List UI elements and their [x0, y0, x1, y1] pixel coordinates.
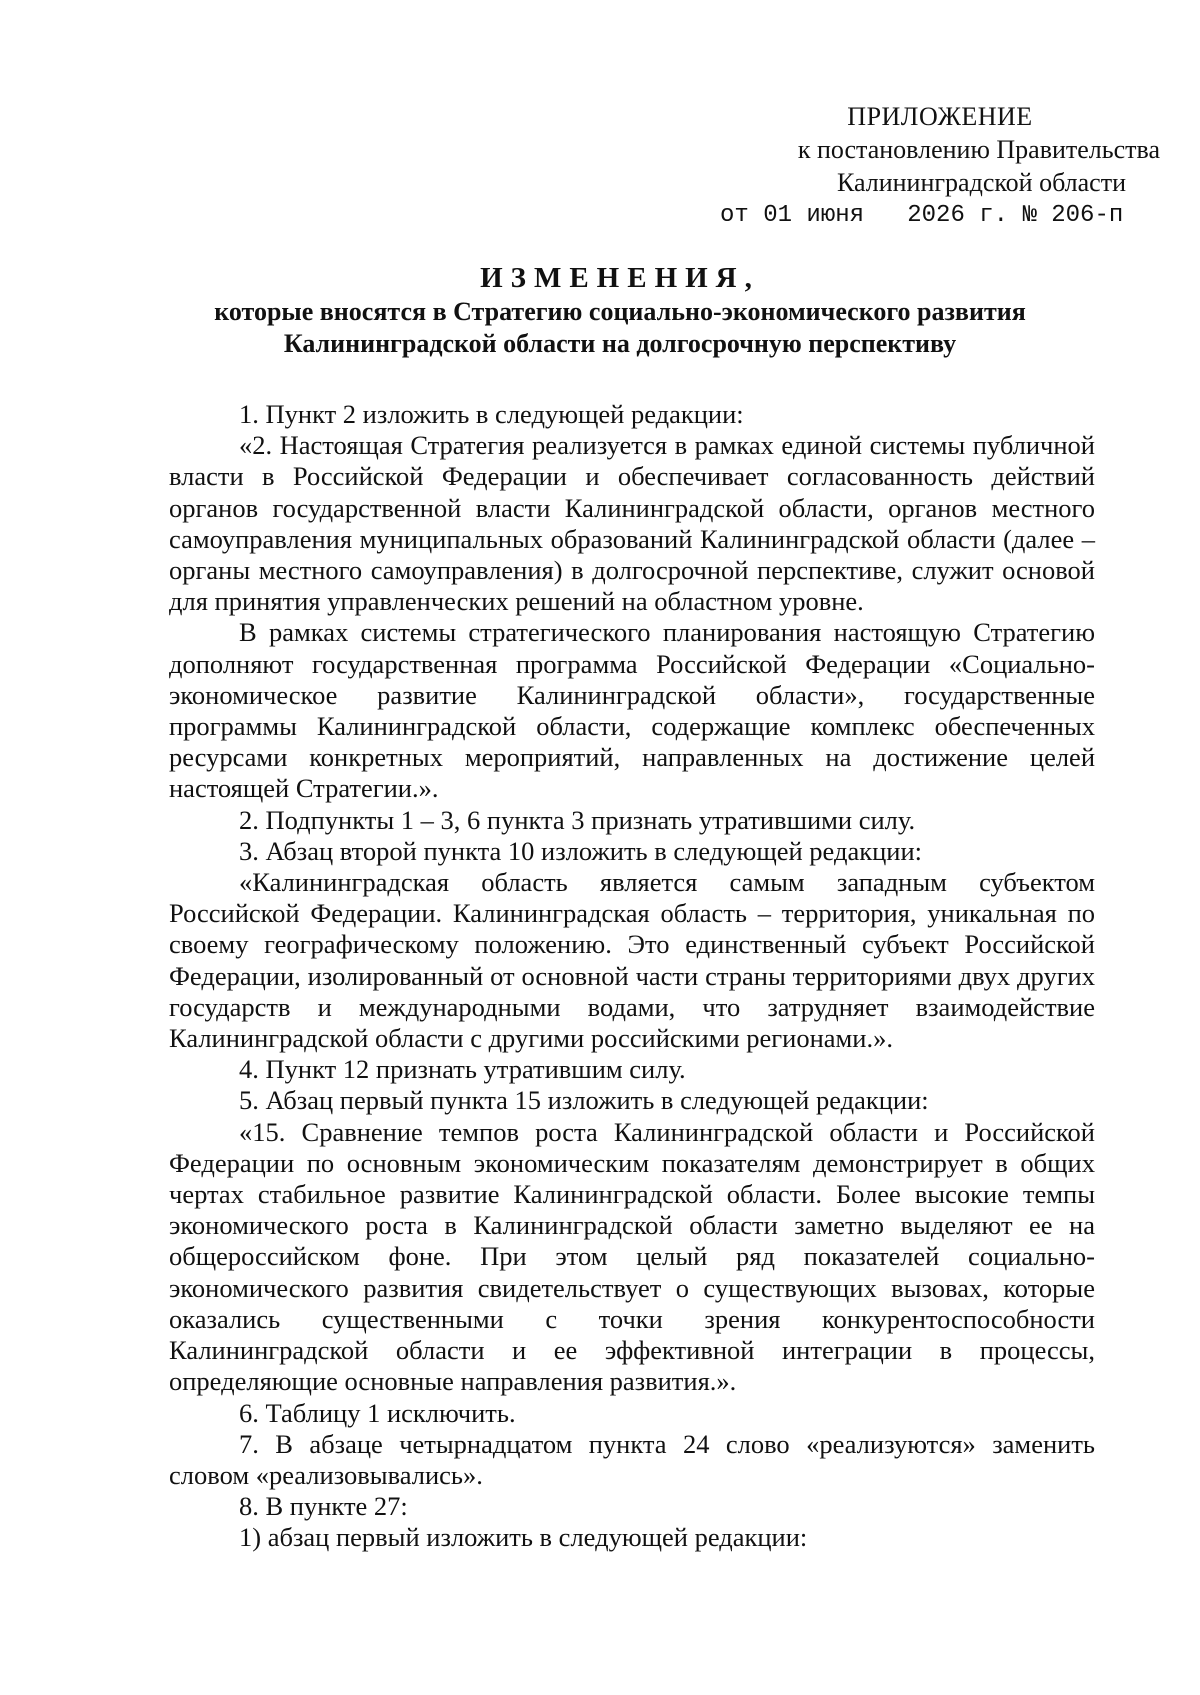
- document-heading: [150, 262, 1090, 360]
- appendix-region-line: Калининградской области: [836, 168, 1126, 197]
- heading-subtitle-line-2: Калининградской области на долгосрочную перспективу: [283, 329, 957, 358]
- paragraph-quote-15: «15. Сравнение темпов роста Калининградской области и Российской Федерации по основным экономическим показателям демонстрирует в общих чертах стабильное развитие Калининградской области. Более высокие темпы экономического роста в Калининградской области заметно выделяют ее на общероссийском фоне. При этом целый ряд показателей социально-экономического развития свидетельствует о существующих вызовах, которые оказались существенными с точки зрения конкурентоспособности Калининградской области и ее эффективной интеграции в процессы, определяющие основные направления развития.».: [169, 1116, 1095, 1397]
- heading-subtitle-line-1: которые вносятся в Стратегию социально-экономического развития: [214, 297, 1026, 326]
- appendix-title: ПРИЛОЖЕНИЕ: [847, 102, 1033, 131]
- paragraph-item-5: 5. Абзац первый пункта 15 изложить в следующей редакции:: [239, 1085, 929, 1116]
- appendix-date-line: от 01 июня 2026 г. № 206-п: [720, 202, 1124, 229]
- appendix-resolution-line: к постановлению Правительства: [797, 135, 1160, 164]
- paragraph-item-1: 1. Пункт 2 изложить в следующей редакции:: [239, 399, 744, 429]
- document-body: [169, 399, 1095, 1554]
- paragraph-item-2: 2. Подпункты 1 – 3, 6 пункта 3 признать утратившими силу.: [239, 804, 916, 835]
- paragraph-quote-2: «2. Настоящая Стратегия реализуется в рамках единой системы публичной власти в Российской Федерации и обеспечивает согласованность действий органов государственной власти Калининградской области, органов местного самоуправления муниципальных образований Калининградской области (далее – органы местного самоуправления) в долгосрочной перспективе, служит основой для принятия управленческих решений на областном уровне.: [169, 430, 1095, 617]
- paragraph-subitem-1: 1) абзац первый изложить в следующей редакции:: [239, 1522, 808, 1553]
- appendix-block: [720, 100, 1160, 232]
- heading-title: ИЗМЕНЕНИЯ,: [480, 262, 760, 294]
- paragraph-item-6: 6. Таблицу 1 исключить.: [239, 1397, 516, 1428]
- paragraph-item-8: 8. В пункте 27:: [239, 1491, 408, 1522]
- paragraph-item-4: 4. Пункт 12 признать утратившим силу.: [239, 1054, 686, 1085]
- paragraph-item-3: 3. Абзац второй пункта 10 изложить в следующей редакции:: [239, 835, 922, 866]
- paragraph-item-7: 7. В абзаце четырнадцатом пункта 24 слово «реализуются» заменить словом «реализовывались».: [169, 1428, 1095, 1490]
- paragraph-quote-10: «Калининградская область является самым западным субъектом Российской Федерации. Калининградская область – территория, уникальная по своему географическому положению. Это единственный субъект Российской Федерации, изолированный от основной части страны территориями двух других государств и международными водами, что затрудняет взаимодействие Калининградской области с другими российскими регионами.».: [169, 867, 1095, 1054]
- paragraph-strategy-programs: В рамках системы стратегического планирования настоящую Стратегию дополняют государственная программа Российской Федерации «Социально-экономическое развитие Калининградской области», государственные программы Калининградской области, содержащие комплекс обеспеченных ресурсами конкретных мероприятий, направленных на достижение целей настоящей Стратегии.».: [169, 617, 1095, 804]
